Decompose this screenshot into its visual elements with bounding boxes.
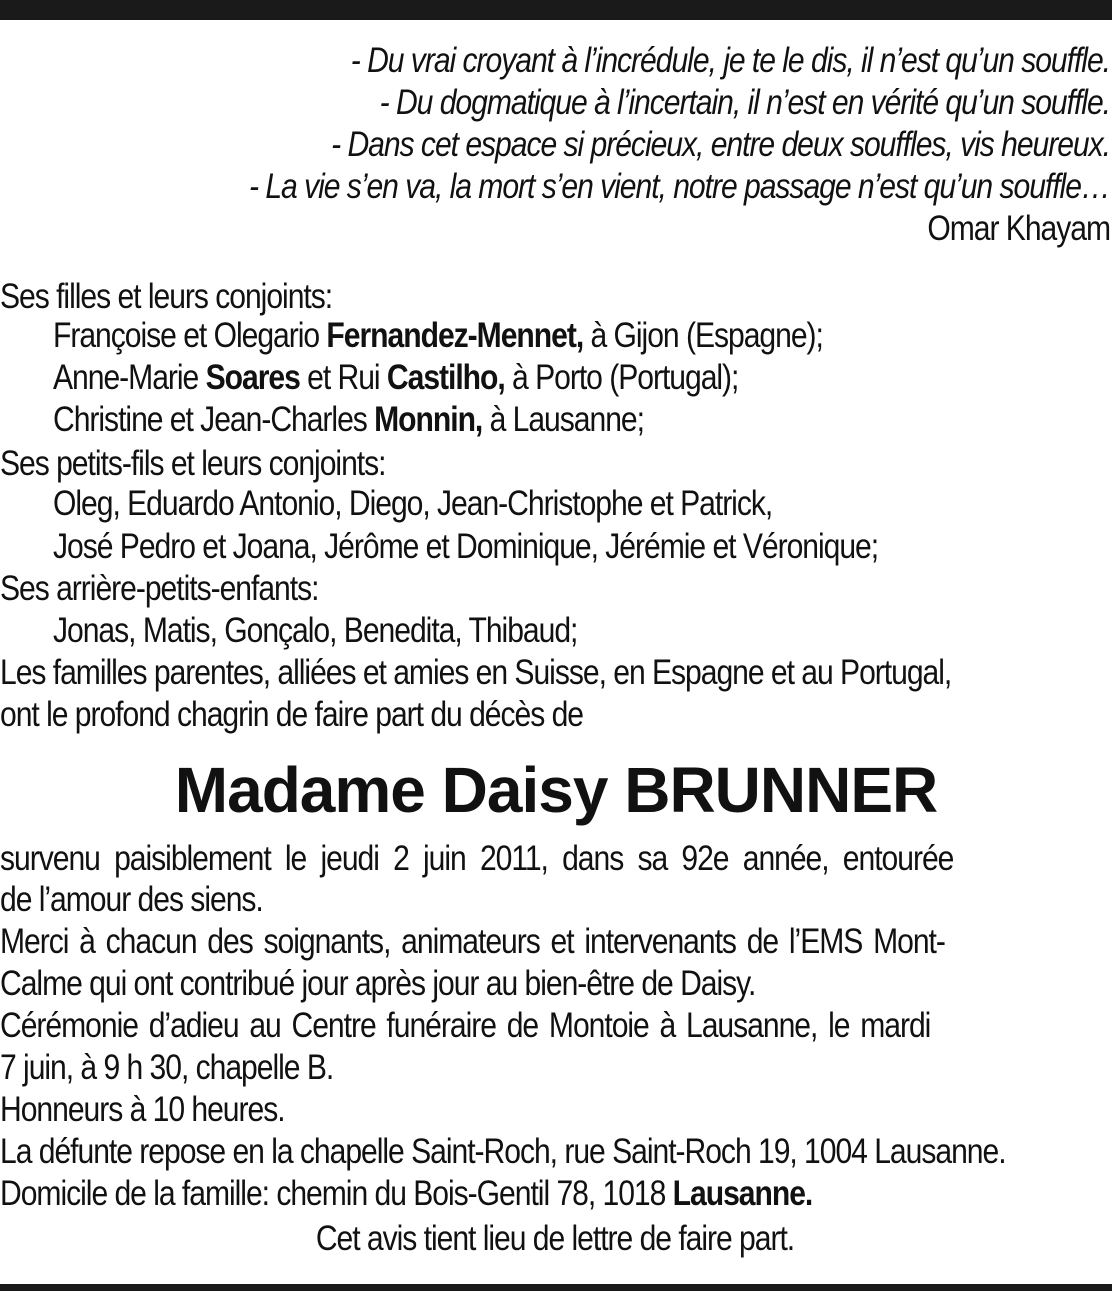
text: à Lausanne; [482,400,644,439]
grandchildren-heading: Ses petits-fils et leurs conjoints: [0,444,386,483]
deceased-name: Madame Daisy BRUNNER [174,754,938,826]
body-line-4: Calme qui ont contribué jour après jour au bien-être de Daisy. [0,964,756,1003]
text: Domicile de la famille: chemin du Bois-Gentil 78, 1018 [0,1174,673,1213]
city: Lausanne. [672,1174,813,1213]
body-line-3: Merci à chacun des soignants, animateurs et intervenants de l’EMS Mont- [0,922,945,961]
closing-note: Cet avis tient lieu de lettre de faire part. [315,1219,795,1258]
epigraph-line-1: - Du vrai croyant à l’incrédule, je te le dis, il n’est qu’un souffle. [350,41,1110,80]
text: Anne-Marie [53,358,206,397]
daughter-line-1 [53,318,962,354]
body-line-1: survenu paisiblement le jeudi 2 juin 2011, dans sa 92e année, entourée [0,839,954,878]
grandchildren-line-2: José Pedro et Joana, Jérôme et Dominique, Jérémie et Véronique; [53,527,879,566]
body-line-9 [0,1176,955,1212]
great-grandchildren-heading: Ses arrière-petits-enfants: [0,569,319,608]
daughter-line-3 [53,402,962,438]
relatives-line-2: ont le profond chagrin de faire part du décès de [0,695,583,734]
bottom-rule [0,1284,1112,1291]
surname: Soares [205,358,300,397]
text: et Rui [299,358,387,397]
text: à Porto (Portugal); [504,358,739,397]
surname: Monnin, [374,400,483,439]
daughter-line-2 [53,360,962,396]
daughters-heading: Ses filles et leurs conjoints: [0,277,333,316]
epigraph-line-3: - Dans cet espace si précieux, entre deux souffles, vis heureux. [331,125,1110,164]
text: à Gijon (Espagne); [583,316,823,355]
text: Françoise et Olegario [53,316,327,355]
body-line-2: de l’amour des siens. [0,880,263,919]
great-grandchildren-line: Jonas, Matis, Gonçalo, Benedita, Thibaud; [53,611,578,650]
top-rule [0,0,1112,20]
epigraph-author: Omar Khayam [927,209,1110,248]
surname: Castilho, [386,358,505,397]
text: Christine et Jean-Charles [53,400,375,439]
epigraph-line-4: - La vie s’en va, la mort s’en vient, notre passage n’est qu’un souffle… [249,167,1110,206]
body-line-7: Honneurs à 10 heures. [0,1090,285,1129]
surname: Fernandez-Mennet, [326,316,584,355]
epigraph-line-2: - Du dogmatique à l’incertain, il n’est en vérité qu’un souffle. [379,83,1110,122]
body-line-8: La défunte repose en la chapelle Saint-Roch, rue Saint-Roch 19, 1004 Lausanne. [0,1132,1006,1171]
body-line-6: 7 juin, à 9 h 30, chapelle B. [0,1048,334,1087]
grandchildren-line-1: Oleg, Eduardo Antonio, Diego, Jean-Christophe et Patrick, [53,484,773,523]
relatives-line-1: Les familles parentes, alliées et amies en Suisse, en Espagne et au Portugal, [0,653,952,692]
body-line-5: Cérémonie d’adieu au Centre funéraire de Montoie à Lausanne, le mardi [0,1006,931,1045]
